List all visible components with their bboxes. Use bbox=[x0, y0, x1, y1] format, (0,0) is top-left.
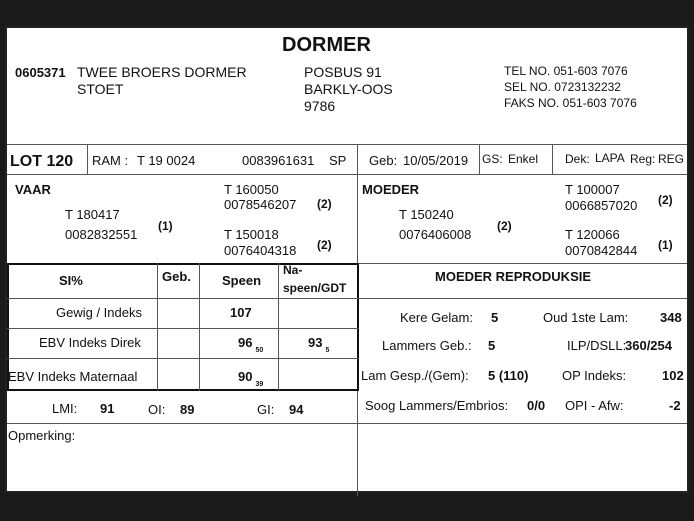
address-line2: BARKLY-OOS bbox=[304, 81, 393, 97]
vaar-label: VAAR bbox=[15, 182, 51, 197]
gs-value: Enkel bbox=[508, 152, 539, 166]
sel-number: SEL NO. 0723132232 bbox=[504, 80, 621, 94]
vaar-reg: 0082832551 bbox=[65, 227, 138, 242]
row-maternaal-speen: $90_{39}$ bbox=[238, 369, 264, 388]
geb-header: Geb. bbox=[162, 269, 191, 284]
tel-number: TEL NO. 051-603 7076 bbox=[504, 64, 628, 78]
gi-value: 94 bbox=[289, 402, 304, 417]
oi-value: 89 bbox=[180, 402, 195, 417]
soog-lammers-label: Soog Lammers/Embrios: bbox=[365, 398, 509, 413]
lammers-geb-label: Lammers Geb.: bbox=[382, 338, 472, 353]
vaar-moeder-reg: 0076404318 bbox=[224, 243, 297, 258]
ram-sp: SP bbox=[329, 153, 347, 168]
stud-name-line2: STOET bbox=[77, 81, 124, 97]
moeder-label: MOEDER bbox=[362, 182, 420, 197]
ilp-value: 360/254 bbox=[625, 338, 672, 353]
stud-name-line1: TWEE BROERS DORMER bbox=[77, 64, 247, 80]
geb-label: Geb: bbox=[369, 153, 398, 168]
faks-number: FAKS NO. 051-603 7076 bbox=[504, 96, 637, 110]
vaar-vaar-note: (2) bbox=[317, 197, 332, 211]
moeder-moeder-reg: 0070842844 bbox=[565, 243, 638, 258]
ram-label: RAM : bbox=[92, 153, 129, 168]
stud-number: 0605371 bbox=[15, 65, 66, 80]
geb-date: 10/05/2019 bbox=[403, 153, 469, 168]
gs-label: GS: bbox=[482, 152, 503, 166]
lam-gesp-value: 5 (110) bbox=[488, 368, 529, 383]
ram-id: T 19 0024 bbox=[137, 153, 196, 168]
moeder-vaar-id: T 100007 bbox=[565, 182, 620, 197]
moeder-moeder-id: T 120066 bbox=[565, 227, 620, 242]
opmerking-label: Opmerking: bbox=[8, 428, 76, 443]
reg-value: REG bbox=[658, 152, 685, 166]
row-maternaal-label: EBV Indeks Maternaal bbox=[8, 369, 138, 384]
page-title: DORMER bbox=[282, 34, 371, 56]
vaar-id: T 180417 bbox=[65, 207, 120, 222]
vaar-vaar-id: T 160050 bbox=[224, 182, 279, 197]
moeder-vaar-note: (2) bbox=[658, 193, 673, 207]
dek-label: Dek: bbox=[565, 152, 590, 166]
vaar-note: (1) bbox=[158, 219, 173, 233]
moeder-vaar-reg: 0066857020 bbox=[565, 198, 638, 213]
lammers-geb-value: 5 bbox=[488, 338, 496, 353]
kere-gelam-value: 5 bbox=[491, 310, 499, 325]
speen-header: Speen bbox=[222, 273, 262, 288]
ilp-label: ILP/DSLL: bbox=[567, 338, 627, 353]
row-gewig-speen: 107 bbox=[230, 305, 252, 320]
gi-label: GI: bbox=[257, 402, 275, 417]
row-direk-naspeen: $93_5$ bbox=[308, 335, 330, 354]
vaar-vaar-reg: 0078546207 bbox=[224, 197, 297, 212]
soog-lammers-value: 0/0 bbox=[527, 398, 546, 413]
lmi-label: LMI: bbox=[52, 401, 78, 416]
opi-afw-label: OPI - Afw: bbox=[565, 398, 624, 413]
reproduksie-title: MOEDER REPRODUKSIE bbox=[435, 269, 592, 284]
lmi-value: 91 bbox=[100, 401, 115, 416]
lot-card bbox=[5, 26, 689, 493]
dek-value: LAPA bbox=[595, 151, 625, 165]
reg-label: Reg: bbox=[630, 152, 656, 166]
address-line1: POSBUS 91 bbox=[304, 64, 382, 80]
si-header: SI% bbox=[59, 273, 83, 288]
kere-gelam-label: Kere Gelam: bbox=[400, 310, 473, 325]
vaar-moeder-id: T 150018 bbox=[224, 227, 279, 242]
moeder-moeder-note: (1) bbox=[658, 238, 673, 252]
naspeen-header-line2: speen/GDT bbox=[283, 281, 347, 295]
oi-label: OI: bbox=[148, 402, 166, 417]
row-direk-speen: $96_{50}$ bbox=[238, 335, 264, 354]
lot-number: LOT 120 bbox=[10, 153, 74, 170]
opi-afw-value: -2 bbox=[669, 398, 681, 413]
divider bbox=[7, 144, 687, 145]
moeder-reg: 0076406008 bbox=[399, 227, 472, 242]
naspeen-header-line1: Na- bbox=[283, 263, 303, 277]
op-indeks-label: OP Indeks: bbox=[562, 368, 627, 383]
ram-reg-number: 0083961631 bbox=[242, 153, 315, 168]
moeder-note: (2) bbox=[497, 219, 512, 233]
row-gewig-label: Gewig / Indeks bbox=[56, 305, 142, 320]
lam-gesp-label: Lam Gesp./(Gem): bbox=[361, 368, 469, 383]
oud-lam-value: 348 bbox=[660, 310, 682, 325]
vaar-moeder-note: (2) bbox=[317, 238, 332, 252]
oud-lam-label: Oud 1ste Lam: bbox=[543, 310, 629, 325]
op-indeks-value: 102 bbox=[662, 368, 684, 383]
moeder-id: T 150240 bbox=[399, 207, 454, 222]
address-line3: 9786 bbox=[304, 98, 336, 114]
row-direk-label: EBV Indeks Direk bbox=[39, 335, 141, 350]
